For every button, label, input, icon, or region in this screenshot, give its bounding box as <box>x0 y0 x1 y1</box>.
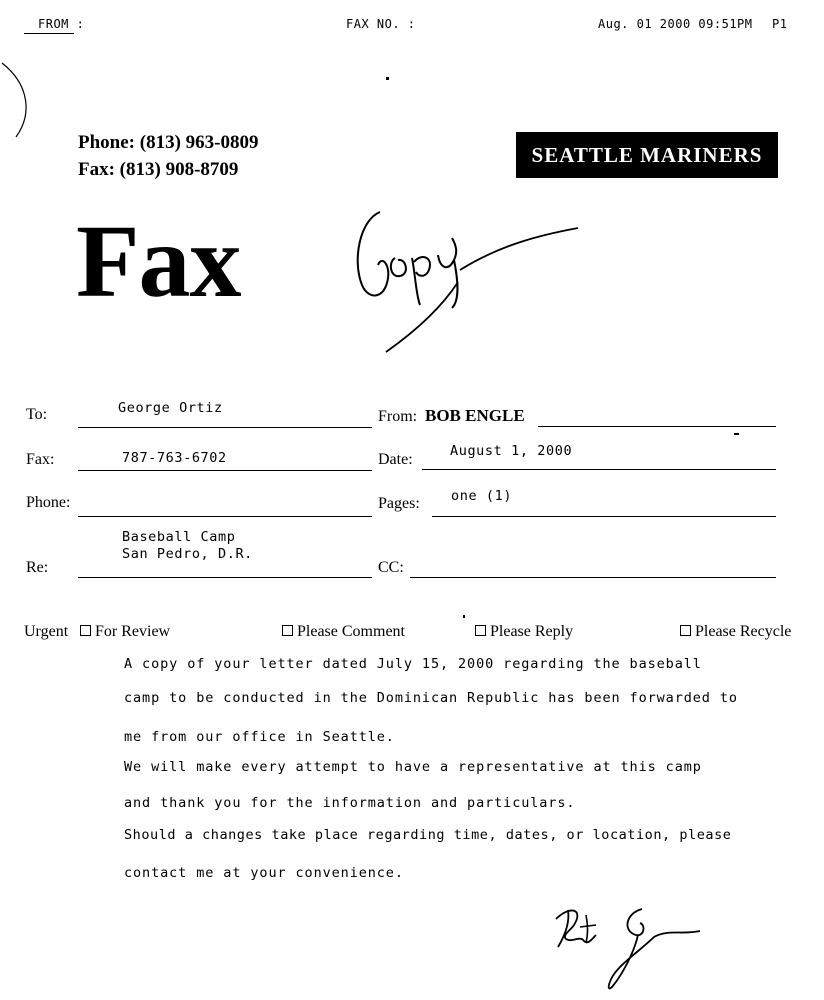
re-underline <box>78 577 372 578</box>
please-recycle-checkbox[interactable] <box>680 625 691 636</box>
for-review-label: For Review <box>95 623 171 640</box>
date-underline <box>422 469 776 470</box>
header-page-number: P1 <box>772 17 788 31</box>
message-line-2: camp to be conducted in the Dominican Republic has been forwarded to <box>124 690 738 706</box>
re-value-line2: San Pedro, D.R. <box>122 546 253 562</box>
please-reply-label: Please Reply <box>490 623 574 640</box>
pages-underline <box>432 516 776 517</box>
letterhead-fax: Fax: (813) 908-8709 <box>78 159 239 180</box>
fax-title: Fax <box>76 204 241 319</box>
header-fax-no-label: FAX NO. : <box>346 17 416 31</box>
header-from-label: FROM : <box>38 17 85 31</box>
date-label: Date: <box>378 451 413 468</box>
pages-label: Pages: <box>378 495 420 512</box>
speck <box>386 77 389 80</box>
re-label: Re: <box>26 559 49 576</box>
handwritten-copy-mark <box>340 200 590 360</box>
urgent-label: Urgent <box>24 623 69 640</box>
speck <box>463 615 465 618</box>
for-review-checkbox[interactable] <box>80 625 91 636</box>
message-line-6: Should a changes take place regarding time, dates, or location, please <box>124 827 732 843</box>
cc-underline <box>410 577 776 578</box>
from-label: From: <box>378 408 418 425</box>
please-comment-label: Please Comment <box>297 623 405 640</box>
please-recycle-label: Please Recycle <box>695 623 792 640</box>
please-comment-checkbox[interactable] <box>282 625 293 636</box>
fax-underline <box>78 470 372 471</box>
option-urgent <box>24 623 68 641</box>
from-underline <box>538 426 776 427</box>
fax-value: 787-763-6702 <box>122 450 227 466</box>
header-timestamp: Aug. 01 2000 09:51PM <box>598 17 753 31</box>
message-line-3: me from our office in Seattle. <box>124 729 395 745</box>
message-line-5: and thank you for the information and particulars. <box>124 795 576 811</box>
phone-label: Phone: <box>26 494 71 511</box>
to-label: To: <box>26 406 48 423</box>
to-value: George Ortiz <box>118 400 223 416</box>
letterhead-phone: Phone: (813) 963-0809 <box>78 132 259 153</box>
please-reply-checkbox[interactable] <box>475 625 486 636</box>
scan-artifact-curve <box>0 55 40 145</box>
seattle-mariners-logo: SEATTLE MARINERS <box>516 132 778 178</box>
to-underline <box>78 427 372 428</box>
phone-underline <box>78 516 372 517</box>
message-line-7: contact me at your convenience. <box>124 865 404 881</box>
fax-label: Fax: <box>26 451 55 468</box>
option-please-reply[interactable] <box>475 623 573 641</box>
option-please-recycle[interactable] <box>680 623 791 641</box>
signature <box>550 895 720 995</box>
pages-value: one (1) <box>451 488 513 504</box>
date-value: August 1, 2000 <box>450 443 573 459</box>
message-line-4: We will make every attempt to have a representative at this camp <box>124 759 702 775</box>
speck <box>734 433 739 435</box>
message-line-1: A copy of your letter dated July 15, 2000 regarding the baseball <box>124 656 702 672</box>
cc-label: CC: <box>378 559 404 576</box>
option-for-review[interactable] <box>80 623 170 641</box>
from-value: BOB ENGLE <box>425 406 525 425</box>
header-from-underline <box>24 33 74 34</box>
option-please-comment[interactable] <box>282 623 405 641</box>
re-value-line1: Baseball Camp <box>122 529 236 545</box>
